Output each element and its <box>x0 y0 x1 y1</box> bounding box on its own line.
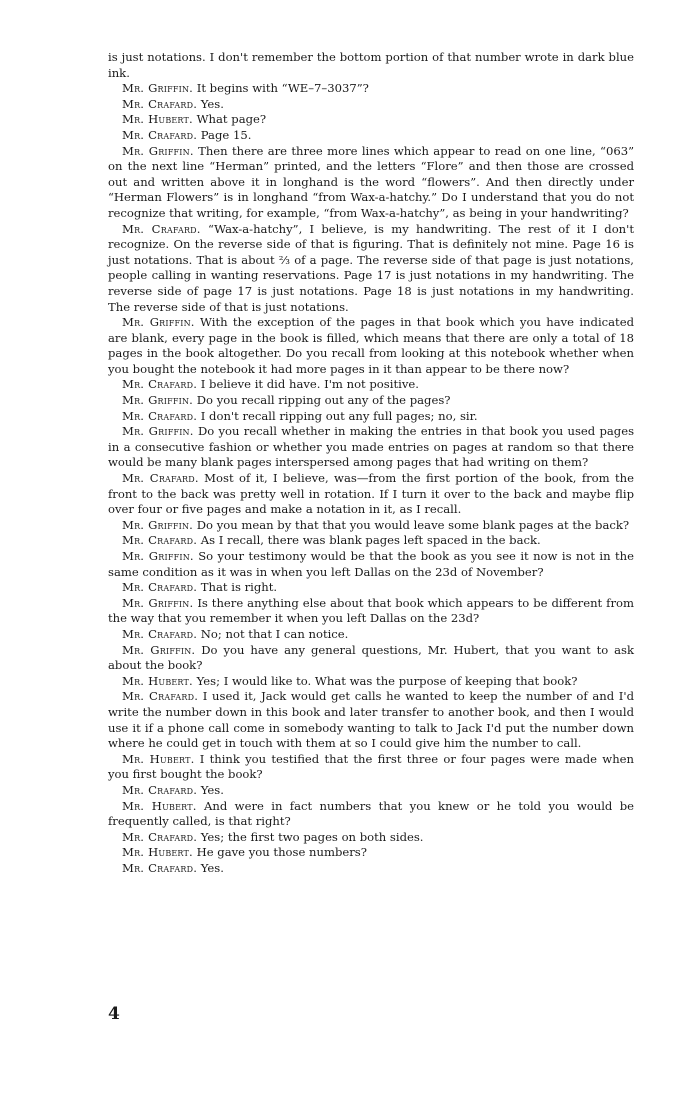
transcript-paragraph <box>108 97 634 113</box>
transcript-paragraph <box>108 128 634 144</box>
paragraph-text: Do you recall ripping out any of the pages? <box>196 393 451 408</box>
transcript-paragraph <box>108 471 634 518</box>
transcript-paragraph <box>108 674 634 690</box>
transcript-paragraph <box>108 315 634 377</box>
transcript-paragraph <box>108 409 634 425</box>
paragraph-text: Most of it, I believe, was—from the first portion of the book, from the front to the back was pretty well in rotation. If I turn it over to the back and maybe flip over four or five pages and make a notation in it, as I recall. <box>108 471 634 517</box>
transcript-paragraph <box>108 643 634 674</box>
transcript-paragraph <box>108 112 634 128</box>
transcript-paragraph <box>108 50 634 81</box>
speaker-name: Mr. Crafard. <box>122 782 198 797</box>
speaker-name: Mr. Griffin. <box>122 315 195 330</box>
transcript-paragraph <box>108 549 634 580</box>
speaker-name: Mr. Crafard. <box>122 533 198 548</box>
paragraph-text: It begins with “WE–7–3037”? <box>196 81 369 96</box>
paragraph-text: With the exception of the pages in that book which you have indicated are blank, every page in the book is filled, which means that there are only a total of 18 pages in the book altogether. Do you recall from looking at this notebook whether when you bought the notebook it had more pages in it than appear to be there now? <box>108 315 634 376</box>
transcript-paragraph <box>108 222 634 316</box>
speaker-name: Mr. Hubert. <box>122 112 193 127</box>
paragraph-text: Yes; the first two pages on both sides. <box>200 829 424 844</box>
page-number: 4 <box>108 1004 120 1024</box>
speaker-name: Mr. Crafard. <box>122 829 198 844</box>
transcript-paragraph <box>108 393 634 409</box>
speaker-name: Mr. Crafard. <box>122 408 198 423</box>
speaker-name: Mr. Hubert. <box>122 673 193 688</box>
transcript-paragraph <box>108 861 634 877</box>
transcript-paragraph <box>108 845 634 861</box>
paragraph-text: Yes; I would like to. What was the purpose of keeping that book? <box>196 673 578 688</box>
speaker-name: Mr. Hubert. <box>122 845 193 860</box>
paragraph-text: is just notations. I don't remember the bottom portion of that number wrote in dark blue ink. <box>108 50 634 80</box>
speaker-name: Mr. Crafard. <box>122 471 199 486</box>
paragraph-text: So your testimony would be that the book as you see it now is not in the same condition as it was in when you left Dallas on the 23d of November? <box>108 549 634 579</box>
transcript-paragraph <box>108 580 634 596</box>
paragraph-text: Page 15. <box>200 127 252 142</box>
speaker-name: Mr. Crafard. <box>122 626 198 641</box>
transcript-paragraph <box>108 689 634 751</box>
paragraph-text: I don't recall ripping out any full pages; no, sir. <box>200 408 478 423</box>
speaker-name: Mr. Griffin. <box>122 517 194 532</box>
paragraph-text: “Wax-a-hatchy”, I believe, is my handwriting. The rest of it I don't recognize. On the reverse side of that is figuring. That is definitely not mine. Page 16 is just notations. That is about ⅔ of a page. The reverse side of that page is just notations, people calling in wanting reservations. Page 17 is just notations in my handwriting. The reverse side of page 17 is just notations. Page 18 is just notations in my handwriting. The reverse side of that is just notations. <box>108 221 634 314</box>
transcript-paragraph <box>108 783 634 799</box>
paragraph-text: Do you recall whether in making the entries in that book you used pages in a consecutive fashion or whether you made entries on pages at random so that there would be many blank pages interspersed among pages that had writing on them? <box>108 424 635 470</box>
speaker-name: Mr. Griffin. <box>122 549 194 563</box>
transcript-paragraph <box>108 752 634 783</box>
transcript-paragraph <box>108 81 634 97</box>
speaker-name: Mr. Crafard. <box>122 377 198 392</box>
paragraph-text: That is right. <box>200 580 278 595</box>
speaker-name: Mr. Griffin. <box>122 595 194 610</box>
transcript-paragraph <box>108 596 634 627</box>
paragraph-text: I used it, Jack would get calls he wanted to keep the number of and I'd write the number down in this book and later transfer to another book, and then I would use it if a phone call come in somebody wanting to talk to Jack I'd put the number down where he could get in touch with them at so I could give him the number to call. <box>108 689 634 751</box>
speaker-name: Mr. Hubert. <box>122 798 197 813</box>
speaker-name: Mr. Crafard. <box>122 580 198 595</box>
transcript-paragraph <box>108 533 634 549</box>
speaker-name: Mr. Griffin. <box>122 393 194 408</box>
speaker-name: Mr. Crafard. <box>122 860 198 875</box>
transcript-paragraph <box>108 830 634 846</box>
paragraph-text: Then there are three more lines which appear to read on one line, “063” on the next line “Herman” printed, and the letters “Flore” and then those are crossed out and written above it in longhand is the word “flowers”. And then directly under “Herman Flowers” is in longhand “from Wax-a-hatchy.” Do I understand that you do not recognize that writing, for example, “from Wax-a-hatchy”, as being in your handwriting? <box>108 143 635 220</box>
speaker-name: Mr. Crafard. <box>122 689 199 704</box>
speaker-name: Mr. Griffin. <box>122 81 194 96</box>
transcript-paragraph <box>108 144 634 222</box>
speaker-name: Mr. Hubert. <box>122 751 195 766</box>
transcript-paragraph <box>108 424 634 471</box>
paragraph-text: Yes. <box>200 782 224 797</box>
paragraph-text: Yes. <box>200 96 224 111</box>
paragraph-text: Do you mean by that that you would leave some blank pages at the back? <box>196 517 630 532</box>
speaker-name: Mr. Crafard. <box>122 221 201 236</box>
paragraph-text: What page? <box>196 112 267 127</box>
transcript-paragraph <box>108 377 634 393</box>
paragraph-text: Do you have any general questions, Mr. Hubert, that you want to ask about the book? <box>108 642 635 673</box>
speaker-name: Mr. Griffin. <box>122 143 194 158</box>
paragraph-text: He gave you those numbers? <box>196 845 367 860</box>
speaker-name: Mr. Crafard. <box>122 127 198 142</box>
paragraph-text: Is there anything else about that book which appears to be different from the way that you remember it when you left Dallas on the 23d? <box>108 595 634 626</box>
transcript-paragraph <box>108 627 634 643</box>
paragraph-text: No; not that I can notice. <box>200 626 349 641</box>
transcript-page <box>108 50 634 876</box>
paragraph-text: Yes. <box>200 860 224 875</box>
paragraph-text: And were in fact numbers that you knew or he told you would be frequently called, is that right? <box>108 798 634 829</box>
speaker-name: Mr. Griffin. <box>122 642 196 657</box>
paragraph-text: I believe it did have. I'm not positive. <box>200 377 419 392</box>
transcript-paragraph <box>108 518 634 534</box>
paragraph-text: As I recall, there was blank pages left spaced in the back. <box>200 533 541 548</box>
paragraph-text: I think you testified that the first three or four pages were made when you first bought the book? <box>108 751 634 782</box>
speaker-name: Mr. Crafard. <box>122 96 198 111</box>
speaker-name: Mr. Griffin. <box>122 424 194 439</box>
transcript-paragraph <box>108 799 634 830</box>
